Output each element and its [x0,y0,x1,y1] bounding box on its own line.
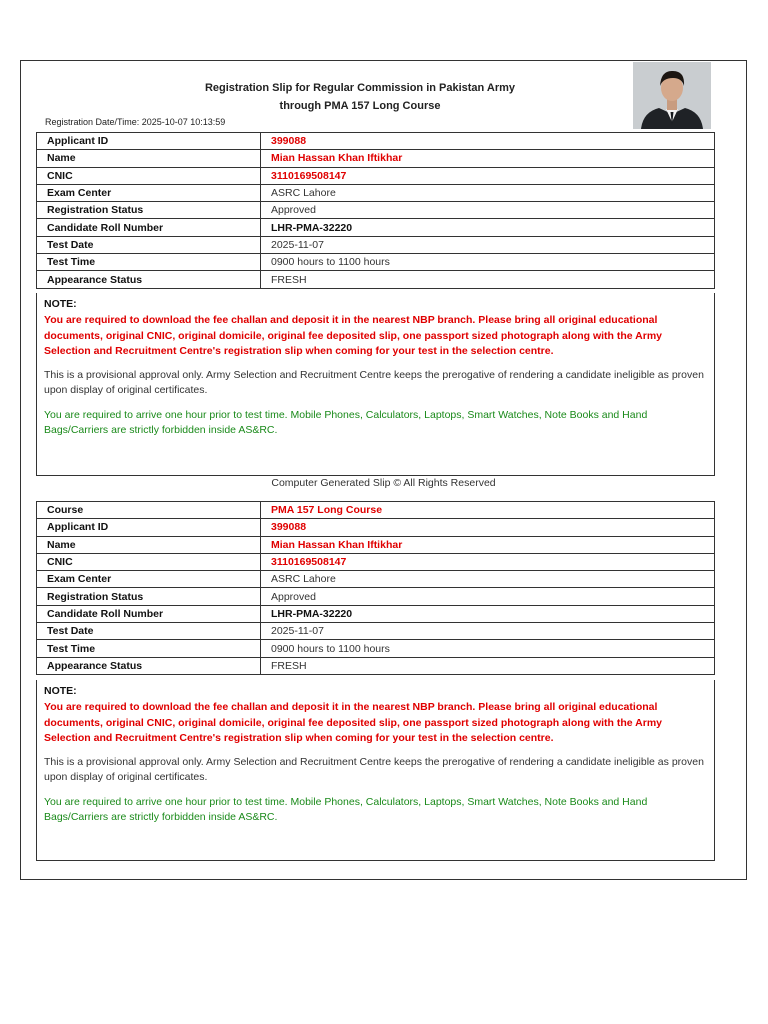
slip-title-line2: through PMA 157 Long Course [279,100,441,112]
table-row [37,640,715,657]
row-label: Exam Center [37,184,261,201]
row-label: Applicant ID [37,133,261,150]
applicant-id-value: 399088 [261,133,715,150]
roll-number-value: LHR-PMA-32220 [261,605,715,622]
slip-header [21,61,746,133]
row-label: Applicant ID [37,519,261,536]
note-heading: NOTE: [44,685,77,697]
row-label: Course [37,502,261,519]
table-row [37,150,715,167]
note-fee-instructions: You are required to download the fee challan and deposit it in the nearest NBP branch. Please bring all original educational documents, original CNIC, original domicile, original fee deposited slip, one passport sized photograph along with the Army Selection and Recruitment Centre's registration slip when coming for your test in the selection centre. [44,314,663,357]
test-date-value: 2025-11-07 [261,236,715,253]
row-label: Candidate Roll Number [37,219,261,236]
note-arrival-rules: You are required to arrive one hour prior to test time. Mobile Phones, Calculators, Laptops, Smart Watches, Note Books and Hand Bags/Carriers are strictly forbidden inside AS&RC. [44,795,648,824]
note-arrival-rules: You are required to arrive one hour prior to test time. Mobile Phones, Calculators, Laptops, Smart Watches, Note Books and Hand Bags/Carriers are strictly forbidden inside AS&RC. [44,408,648,437]
applicant-photo [633,62,711,129]
slip-title-line1: Registration Slip for Regular Commission in Pakistan Army [204,82,516,94]
applicant-id-value: 399088 [261,519,715,536]
table-row [37,167,715,184]
roll-number-value: LHR-PMA-32220 [261,219,715,236]
row-label: Exam Center [37,571,261,588]
cnic-value: 3110169508147 [261,553,715,570]
table-row [37,553,715,570]
test-date-value: 2025-11-07 [261,623,715,640]
note-provisional-approval: This is a provisional approval only. Army Selection and Recruitment Centre keeps the prerogative of rendering a candidate ineligible as proven upon display of original certificates. [44,369,704,397]
row-label: CNIC [37,167,261,184]
table-row [37,133,715,150]
row-label: CNIC [37,553,261,570]
table-row [37,519,715,536]
row-label: Appearance Status [37,271,261,288]
test-time-value: 0900 hours to 1100 hours [261,640,715,657]
note-heading: NOTE: [44,298,77,310]
row-label: Name [37,536,261,553]
applicant-info-table-1 [36,132,715,289]
table-row [37,605,715,622]
table-row [37,502,715,519]
row-label: Test Time [37,254,261,271]
table-row [37,184,715,201]
name-value: Mian Hassan Khan Iftikhar [261,536,715,553]
test-time-value: 0900 hours to 1100 hours [261,254,715,271]
registration-status-value: Approved [261,588,715,605]
table-row [37,571,715,588]
row-label: Test Date [37,236,261,253]
course-value: PMA 157 Long Course [261,502,715,519]
table-row [37,271,715,288]
appearance-status-value: FRESH [261,271,715,288]
note-provisional-approval: This is a provisional approval only. Army Selection and Recruitment Centre keeps the prerogative of rendering a candidate ineligible as proven upon display of original certificates. [44,756,704,784]
table-row [37,657,715,674]
table-row [37,623,715,640]
table-row [37,219,715,236]
row-label: Appearance Status [37,657,261,674]
applicant-info-table-2 [36,501,715,675]
table-row [37,202,715,219]
row-label: Test Date [37,623,261,640]
row-label: Registration Status [37,588,261,605]
footer-copyright: Computer Generated Slip © All Rights Reserved [271,477,496,489]
note-box-1 [36,293,715,476]
note-box-2 [36,680,715,861]
row-label: Test Time [37,640,261,657]
row-label: Registration Status [37,202,261,219]
exam-center-value: ASRC Lahore [261,571,715,588]
cnic-value: 3110169508147 [261,167,715,184]
exam-center-value: ASRC Lahore [261,184,715,201]
table-row [37,236,715,253]
table-row [37,254,715,271]
table-row [37,536,715,553]
registration-status-value: Approved [261,202,715,219]
row-label: Candidate Roll Number [37,605,261,622]
registration-datetime: Registration Date/Time: 2025-10-07 10:13:59 [45,117,226,127]
name-value: Mian Hassan Khan Iftikhar [261,150,715,167]
note-fee-instructions: You are required to download the fee challan and deposit it in the nearest NBP branch. Please bring all original educational documents, original CNIC, original domicile, original fee deposited slip, one passport sized photograph along with the Army Selection and Recruitment Centre's registration slip when coming for your test in the selection centre. [44,701,663,744]
row-label: Name [37,150,261,167]
appearance-status-value: FRESH [261,657,715,674]
registration-slip-page [20,60,747,880]
table-row [37,588,715,605]
